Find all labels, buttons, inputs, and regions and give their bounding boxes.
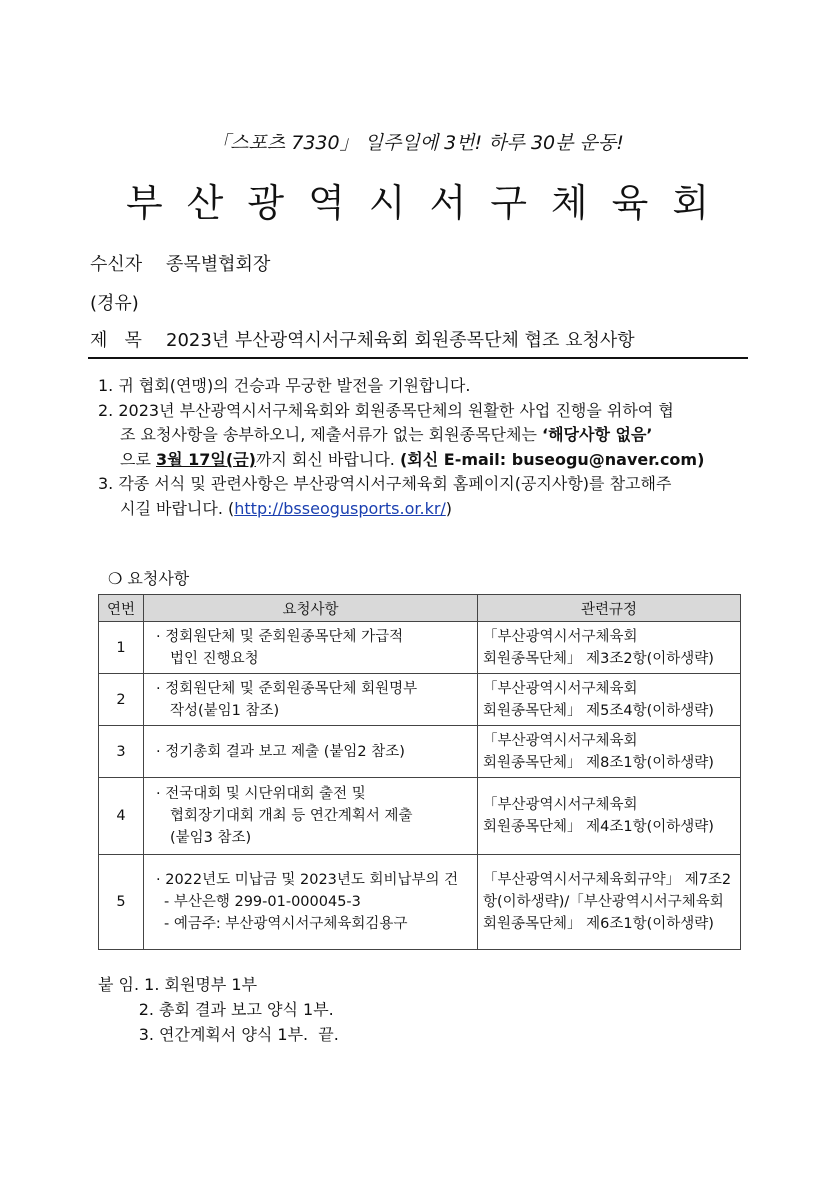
rule-line: 항(이하생략)/「부산광역시서구체육회 (483, 894, 724, 910)
row-request (144, 674, 478, 726)
row-rule (478, 855, 741, 950)
body-item-2a: 2. 2023년 부산광역시서구체육회와 회원종목단체의 원활한 사업 진행을 위하여 협 (98, 400, 674, 420)
table-row (99, 778, 741, 855)
subject-label: 제 목 (90, 330, 142, 351)
body-item-2c-text: 으로 (120, 449, 156, 469)
row-no: 4 (99, 778, 144, 855)
body-text (98, 374, 754, 521)
request-table (98, 594, 741, 950)
row-rule (478, 674, 741, 726)
body-item-2b-text: 조 요청사항을 송부하오니, 제출서류가 없는 회원종목단체는 (120, 425, 543, 444)
request-line: · 전국대회 및 시단위대회 출전 및 (156, 786, 366, 802)
reply-email: (회신 E-mail: buseogu@naver.com) (399, 449, 705, 469)
no-item-note: ‘해당사항 없음’ (542, 425, 653, 444)
request-line: - 예금주: 부산광역시서구체육회김용구 (164, 916, 408, 932)
row-request (144, 726, 478, 778)
recipient-label: 수신자 (90, 254, 143, 275)
body-item-3b (98, 497, 754, 522)
organization-title: 부산광역시서구체육회 (125, 181, 734, 225)
row-request (144, 622, 478, 674)
row-no: 5 (99, 855, 144, 950)
rule-line: 「부산광역시서구체육회규약」 제7조2 (483, 872, 732, 888)
attachments (98, 972, 339, 1047)
rule-line: 회원종목단체」 제6조1항(이하생략) (483, 916, 714, 932)
table-row (99, 855, 741, 950)
via-field: (경유) (90, 293, 139, 314)
body-item-2b (98, 423, 754, 448)
request-line: · 2022년도 미납금 및 2023년도 회비납부의 건 (156, 872, 459, 888)
body-item-3c-text: ) (445, 498, 453, 518)
request-line: 작성(붙임1 참조) (170, 702, 280, 719)
header-request: 요청사항 (144, 595, 478, 622)
body-item-1: 1. 귀 협회(연맹)의 건승과 무궁한 발전을 기원합니다. (98, 376, 471, 395)
row-no: 2 (99, 674, 144, 726)
header-rule: 관련규정 (478, 595, 741, 622)
section-title: ❍ 요청사항 (108, 569, 190, 588)
rule-line: 「부산광역시서구체육회 (483, 680, 638, 697)
rule-line: 「부산광역시서구체육회 (483, 628, 638, 645)
table-row (99, 726, 741, 778)
header-divider (88, 357, 748, 359)
recipient-field (90, 250, 270, 276)
attachment-line: 붙 임. 1. 회원명부 1부 (98, 975, 258, 994)
request-line: (붙임3 참조) (170, 830, 252, 846)
row-rule (478, 726, 741, 778)
header-no: 연번 (99, 595, 144, 622)
rule-line: 회원종목단체」 제3조2항(이하생략) (483, 650, 714, 667)
row-request (144, 855, 478, 950)
request-line: 협회장기대회 개최 등 연간계획서 제출 (170, 808, 413, 824)
body-item-2d-text: 까지 회신 바랍니다. (255, 449, 400, 469)
rule-line: 회원종목단체」 제4조1항(이하생략) (483, 819, 714, 835)
table-row (99, 674, 741, 726)
request-line: 법인 진행요청 (170, 650, 259, 667)
subject-value: 2023년 부산광역시서구체육회 회원종목단체 협조 요청사항 (166, 330, 635, 351)
row-request (144, 778, 478, 855)
attachment-line: 3. 연간계획서 양식 1부. 끝. (98, 1025, 339, 1044)
row-no: 3 (99, 726, 144, 778)
deadline-date: 3월 17일(금) (156, 449, 256, 469)
body-item-3a: 3. 각종 서식 및 관련사항은 부산광역시서구체육회 홈페이지(공지사항)를 참고해주 (98, 474, 672, 493)
rule-line: 회원종목단체」 제5조4항(이하생략) (483, 702, 714, 719)
recipient-value: 종목별협회장 (166, 254, 271, 275)
row-rule (478, 622, 741, 674)
rule-line: 회원종목단체」 제8조1항(이하생략) (483, 754, 714, 771)
slogan: 「스포츠 7330」 일주일에 3번! 하루 30분 운동! (211, 132, 624, 154)
rule-line: 「부산광역시서구체육회 (483, 797, 638, 813)
table-row (99, 622, 741, 674)
body-item-3b-text: 시길 바랍니다. ( (120, 498, 235, 518)
attachment-line: 2. 총회 결과 보고 양식 1부. (98, 1000, 334, 1019)
body-item-2c (98, 448, 754, 473)
request-line: · 정회원단체 및 준회원종목단체 가급적 (156, 628, 404, 645)
subject-field (90, 326, 635, 352)
table-header-row (99, 595, 741, 622)
rule-line: 「부산광역시서구체육회 (483, 732, 638, 749)
row-rule (478, 778, 741, 855)
row-no: 1 (99, 622, 144, 674)
request-line: - 부산은행 299-01-000045-3 (164, 894, 361, 910)
request-line: · 정기총회 결과 보고 제출 (붙임2 참조) (156, 743, 405, 760)
homepage-link[interactable]: http://bsseogusports.or.kr/ (234, 498, 446, 518)
request-line: · 정회원단체 및 준회원종목단체 회원명부 (156, 680, 418, 697)
